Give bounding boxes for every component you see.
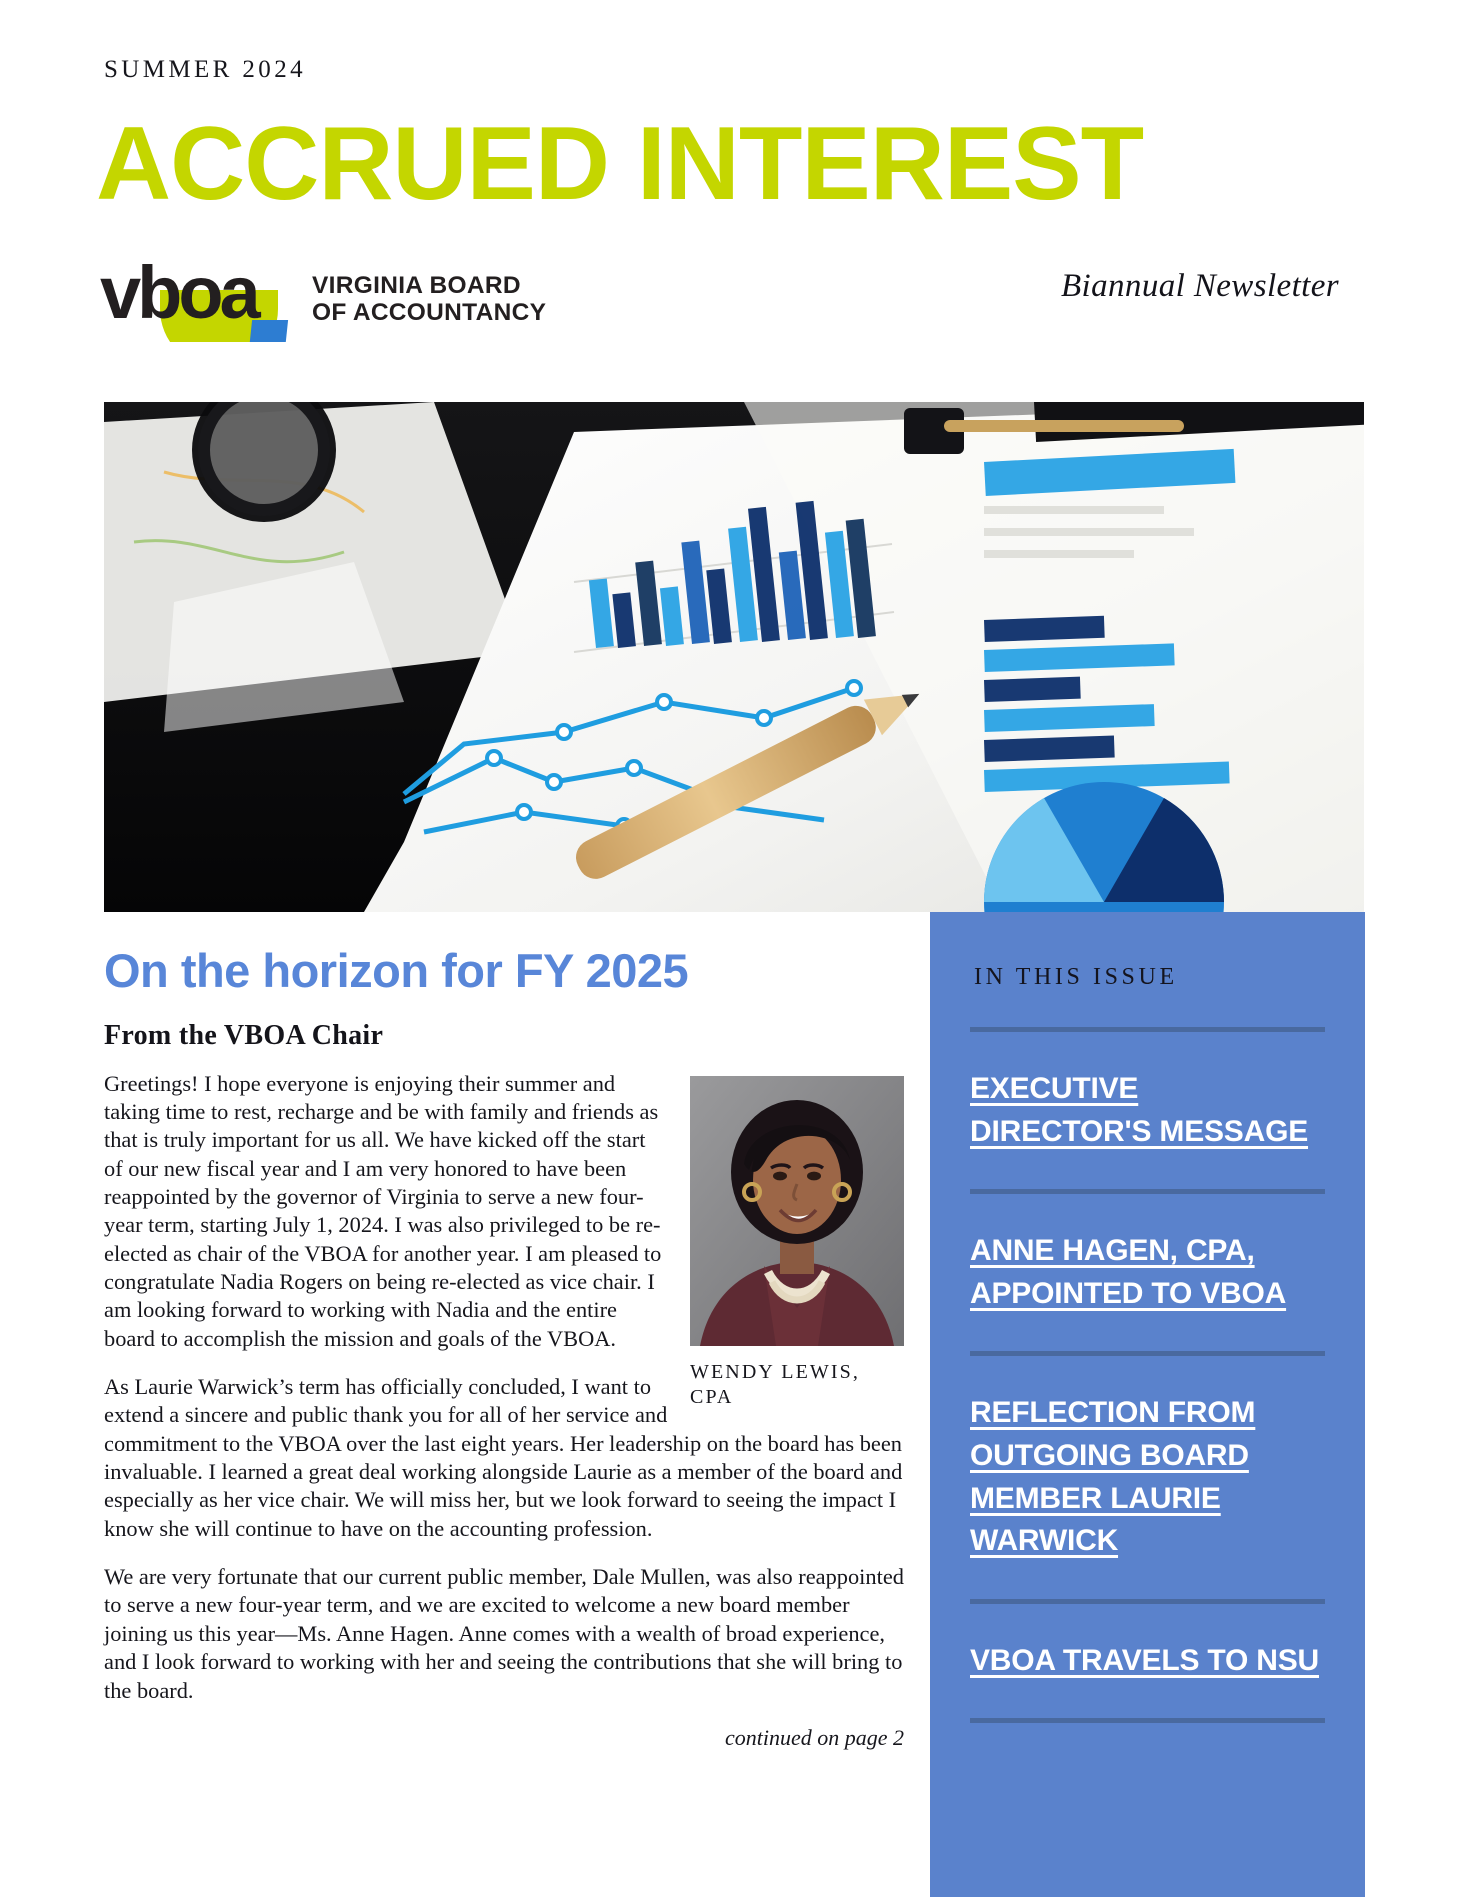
logo-org-line2: OF ACCOUNTANCY (312, 299, 547, 327)
vboa-logo (100, 252, 570, 342)
logo-org-line1: VIRGINIA BOARD (312, 272, 521, 299)
title-block (96, 106, 1326, 222)
article-paragraph-1: Greetings! I hope everyone is enjoying their summer and taking time to rest, recharge and be with family and friends as that is truly important for us all. We have kicked off the start of our new fiscal year and I am very honored to have been reappointed by the governor of Virginia to serve a new four-year term, starting July 1, 2024. I was also privileged to be re-elected as chair of the VBOA for another year. I am pleased to congratulate Nadia Rogers on being re-elected as vice chair. I am looking forward to working with Nadia and the entire board to accomplish the mission and goals of the VBOA. (104, 1070, 662, 1351)
hero-illustration (104, 402, 1364, 912)
sidebar-divider (970, 1718, 1325, 1723)
sidebar-item-vboa-travels-to-nsu[interactable]: VBOA TRAVELS TO NSU (970, 1643, 1320, 1677)
issue-date: SUMMER 2024 (104, 56, 307, 83)
sidebar-item-executive-directors-message[interactable]: EXECUTIVE DIRECTOR'S MESSAGE (970, 1072, 1309, 1148)
article-headline: On the horizon for FY 2025 (104, 944, 689, 997)
article-column (104, 945, 904, 1751)
chair-photo-caption: WENDY LEWIS, CPA (690, 1360, 860, 1409)
sidebar-divider (970, 1189, 1325, 1194)
sidebar-item-anne-hagen-appointed[interactable]: ANNE HAGEN, CPA, APPOINTED TO VBOA (970, 1234, 1287, 1310)
logo-wordmark: vboa (100, 252, 257, 334)
chair-portrait (690, 1076, 904, 1346)
sidebar-title: IN THIS ISSUE (974, 964, 1178, 990)
in-this-issue-sidebar (930, 912, 1365, 1897)
newsletter-title: ACCRUED INTEREST (96, 106, 1144, 222)
article-subhead: From the VBOA Chair (104, 1019, 384, 1051)
chair-portrait-illustration (690, 1076, 904, 1346)
masthead (0, 0, 1465, 400)
logo-org-name (312, 272, 546, 327)
article-paragraph-3: We are very fortunate that our current public member, Dale Mullen, was also reappointed to serve a new four-year term, and we are excited to welcome a new board member joining us this year—Ms. Anne Hagen. Anne comes with a wealth of broad experience, and I look forward to working with her and seeing the contributions that she will bring to the board. (104, 1564, 904, 1703)
sidebar-divider (970, 1351, 1325, 1356)
sidebar-item-reflection-laurie-warwick[interactable]: REFLECTION FROM OUTGOING BOARD MEMBER LAURIE WARWICK (970, 1396, 1256, 1558)
article-paragraph-2: As Laurie Warwick’s term has officially concluded, I want to extend a sincere and public thank you for all of her service and commitment to the VBOA over the last eight years. Her leadership on the board has been invaluable. I learned a great deal working alongside Laurie as a member of the board and especially as her vice chair. We will miss her, but we look forward to seeing the impact I know she will continue to have on the accounting profession. (104, 1374, 903, 1541)
sidebar-divider (970, 1027, 1325, 1032)
chair-photo-block (690, 1076, 904, 1411)
hero-image (104, 402, 1364, 912)
sidebar-divider (970, 1599, 1325, 1604)
article-body (104, 1070, 904, 1705)
continued-note: continued on page 2 (724, 1724, 904, 1750)
newsletter-subtitle: Biannual Newsletter (1061, 268, 1339, 304)
